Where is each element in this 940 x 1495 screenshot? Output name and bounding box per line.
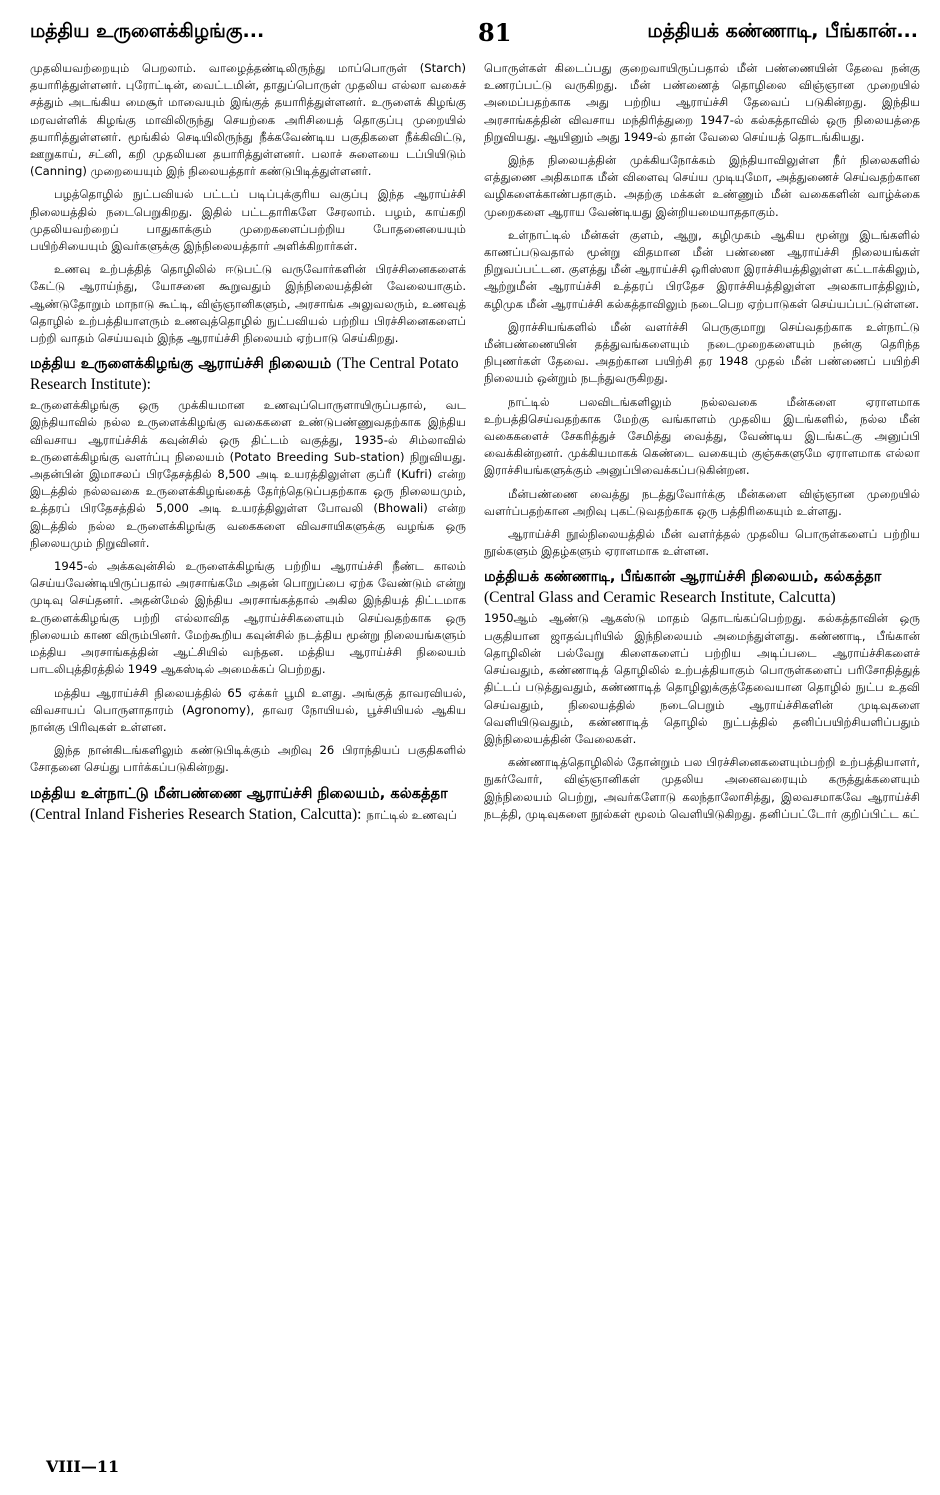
signature-mark: VIII—11 [46, 1457, 120, 1476]
heading-english: (Central Inland Fisheries Research Station, Calcutta): [30, 805, 362, 823]
heading-tamil: மத்திய உள்நாட்டு மீன்பண்ணை ஆராய்ச்சி நிலையம், கல்கத்தா [30, 784, 448, 802]
paragraph: உள்நாட்டில் மீன்கள் குளம், ஆறு, கழிமுகம் ஆகிய மூன்று இடங்களில் காணப்படுவதால் மூன்று விதமான மீன் பண்ணை ஆராய்ச்சி நிலையங்கள் நிறுவப்பட்டன. குளத்து மீன் ஆராய்ச்சி ஒரிஸ்ஸா இராச்சியத்திலுள்ள கட்டாக்கிலும், ஆற்றுமீன் ஆராய்ச்சி உத்தரப் பிரதேச இராச்சியத்திலுள்ள அலகாபாத்திலும், கழிமுக மீன் ஆராய்ச்சி கல்கத்தாவிலும் நடைபெற ஏற்பாடுகள் செய்யப்பட்டுள்ளன. [484, 227, 920, 311]
paragraph: பொருள்கள் கிடைப்பது குறைவாயிருப்பதால் மீன் பண்ணையின் தேவை நன்கு உணரப்பட்டு வருகிறது. மீன் பண்ணைத் தொழிலை விஞ்ஞான முறையில் அமைப்பதற்காக அது பற்றிய ஆராய்ச்சி தேவைப் படுகின்றது. இந்திய அரசாங்கத்தின் விவசாய மந்திரித்துறை 1947-ல் கல்கத்தாவில் ஒரு நிலையத்தை நிறுவியது. ஆயினும் அது 1949-ல் தான் வேலை செய்யத் தொடங்கியது. [484, 61, 920, 144]
paragraph: உணவு உற்பத்தித் தொழிலில் ஈடுபட்டு வருவோர்களின் பிரச்சினைகளைக் கேட்டு ஆராய்ந்து, யோசனை கூறுவதும் இந்நிலையத்தின் வேலையாகும். ஆண்டுதோறும் மாநாடு கூட்டி, விஞ்ஞானிகளும், அரசாங்க அலுவலரும், உணவுத் தொழில் உற்பத்தியாளரும் உணவுத்தொழில் நுட்பவியல் பற்றிய பிரச்சினைகளைப் பற்றி வாதம் செய்யவும் இந்த ஆராய்ச்சி நிலையம் ஏற்பாடு செய்கிறது. [30, 262, 466, 346]
section-heading [30, 783, 466, 826]
paragraph: மத்திய ஆராய்ச்சி நிலையத்தில் 65 ஏக்கர் பூமி உளது. அங்குத் தாவரவியல், விவசாயப் பொருளாதாரம் (Agronomy), தாவர நோயியல், பூச்சியியல் ஆகிய நான்கு பிரிவுகள் உள்ளன. [30, 685, 466, 734]
header-left-title: மத்திய உருளைக்கிழங்கு... [30, 20, 265, 42]
left-column [30, 60, 466, 1445]
paragraph: முதலியவற்றையும் பெறலாம். வாழைத்தண்டிலிருந்து மாப்பொருள் (Starch) தயாரித்துள்ளனர். புரோட்டின், வைட்டமின், தாதுப்பொருள் முதலிய எல்லா வகைச் சத்தும் அடங்கிய மைசூர் மாவையும் இங்குத் தயாரித்துள்ளனர். உருளைக் கிழங்கு மரவள்ளிக் கிழங்கு மாவிலிருந்து செயற்கை அரிசியைத் தொகுப்பு முறையில் தயாரித்துள்ளனர். மூங்கில் செடியிலிருந்து நீக்கவேண்டிய பகுதிகளை நீக்கிவிட்டு, ஊறுகாய், சட்னி, கறி முதலியன தயாரித்துள்ளனர். பலாச் சுளையை டப்பியிடும் (Canning) முறையையும் இந் நிலையத்தார் கண்டுபிடித்துள்ளனர். [30, 61, 466, 179]
paragraph: உருளைக்கிழங்கு ஒரு முக்கியமான உணவுப்பொருளாயிருப்பதால், வட இந்தியாவில் நல்ல உருளைக்கிழங்கு வகைகளை உண்டுபண்ணுவதற்காக இந்திய விவசாய ஆராய்ச்சிக் கவுன்சில் ஒரு திட்டம் வகுத்து, 1935-ல் சிம்லாவில் உருளைக்கிழங்கு வளர்ப்பு நிலையம் (Potato Breeding Sub-station) நிறுவியது. அதன்பின் இமாசலப் பிரதேசத்தில் 8,500 அடி உயரத்திலுள்ள குப்ரீ (Kufri) என்ற இடத்தில் நல்லவகை உருளைக்கிழங்கைத் தேர்ந்தெடுப்பதற்காக ஒரு நிலையமும், உத்தரப் பிரதேசத்தில் 5,000 அடி உயரத்திலுள்ள போவலி (Bhowali) என்ற இடத்தில் நல்ல உருளைக்கிழங்கு வகைகளை விவசாயிகளுக்கு வழங்க ஒரு நிலையமும் நிறுவினர். [30, 398, 466, 550]
heading-tamil: மத்தியக் கண்ணாடி, பீங்கான் ஆராய்ச்சி நிலையம், கல்கத்தா [484, 568, 882, 586]
paragraph: இந்த நான்கிடங்களிலும் கண்டுபிடிக்கும் அறிவு 26 பிராந்தியப் பகுதிகளில் சோதனை செய்து பார்க்கப்படுகின்றது. [30, 743, 466, 775]
heading-english: (Central Glass and Ceramic Research Institute, Calcutta) [484, 589, 836, 607]
heading-english: (The Central Potato Research Institute): [30, 355, 459, 394]
paragraph: நாட்டில் பலவிடங்களிலும் நல்லவகை மீன்களை ஏராளமாக உற்பத்திசெய்வதற்காக மேற்கு வங்காளம் முதலிய இடங்களில், நல்ல மீன் வகைகளைச் சேகரித்துச் சேமித்து வைத்து, வேண்டிய இடங்கட்கு அனுப்பி வைக்கின்றனர். முக்கியமாகக் கெண்டை வகையும் குஞ்சுகளுமே ஏராளமாக எல்லா இராச்சியங்களுக்கும் அனுப்பிவைக்கப்படுகின்றன. [484, 394, 920, 478]
paragraph: 1950ஆம் ஆண்டு ஆகஸ்டு மாதம் தொடங்கப்பெற்றது. கல்கத்தாவின் ஒரு பகுதியான ஜாதவ்புரியில் இந்நிலையம் அமைந்துள்ளது. கண்ணாடி, பீங்கான் தொழிலின் பல்வேறு கிளைகளைப் பற்றிய அடிப்படை ஆராய்ச்சிகளைச் செய்வதும், கண்ணாடித் தொழிலில் உற்பத்தியாகும் பொருள்களைப் பரிசோதித்துத் திட்டப் படுத்துவதும், கண்ணாடித் தொழிலுக்குத்தேவையான தொழில் நுட்ப உதவி செய்வதும், நிலையத்தில் நடைபெறும் ஆராய்ச்சிகளின் முடிவுகளை வெளியிடுவதும், கண்ணாடித் தொழில் நுட்பத்தில் தனிப்பயிற்சியளிப்பதும் இந்நிலையத்தின் வேலைகள். [484, 611, 920, 746]
header-right-title: மத்தியக் கண்ணாடி, பீங்கான்... [647, 20, 918, 42]
right-column [484, 60, 920, 1480]
heading-tail: நாட்டில் உணவுப் [366, 807, 457, 822]
paragraph: 1945-ல் அக்கவுன்சில் உருளைக்கிழங்கு பற்றிய ஆராய்ச்சி நீண்ட காலம் செய்யவேண்டியிருப்பதால் அரசாங்கமே அதன் பொறுப்பை ஏற்க வேண்டும் என்று முடிவு செய்தனர். அதன்மேல் இந்திய அரசாங்கத்தால் அகில இந்தியத் திட்டமாக உருளைக்கிழங்கு பற்றி எல்லாவித ஆராய்ச்சிகளையும் செய்வதற்காக ஒரு நிலையம் காண விரும்பினர். மேற்கூறிய கவுன்சில் நடத்திய மூன்று நிலையங்களும் மத்திய அரசாங்கத்தின் ஆட்சியில் வந்தன. மத்திய ஆராய்ச்சி நிலையம் பாடலிபுத்திரத்தில் 1949 ஆகஸ்டில் அமைக்கப் பெற்றது. [30, 559, 466, 677]
heading-tamil: மத்திய உருளைக்கிழங்கு ஆராய்ச்சி நிலையம் [30, 355, 332, 373]
section-heading [484, 566, 920, 608]
page-number: 81 [478, 18, 512, 47]
running-header [30, 8, 918, 48]
paragraph: ஆராய்ச்சி நூல்நிலையத்தில் மீன் வளர்த்தல் முதலிய பொருள்களைப் பற்றிய நூல்களும் இதழ்களும் ஏராளமாக உள்ளன. [484, 527, 920, 559]
paragraph: இந்த நிலையத்தின் முக்கியநோக்கம் இந்தியாவிலுள்ள நீர் நிலைகளில் எத்துணை அதிகமாக மீன் விளைவு செய்ய முடியுமோ, அத்துணைச் செய்வதற்கான வழிகளைக்காண்பதாகும். அதற்கு மக்கள் உண்ணும் மீன் வகைகளின் வாழ்க்கை முறைகளை ஆராய வேண்டியது இன்றியமையாததாகும். [484, 153, 920, 219]
section-heading [30, 353, 466, 395]
paragraph: பழத்தொழில் நுட்பவியல் பட்டப் படிப்புக்குரிய வகுப்பு இந்த ஆராய்ச்சி நிலையத்தில் நடைபெறுகிறது. இதில் பட்டதாரிகளே சேரலாம். பழம், காய்கறி முதலியவற்றைப் பாதுகாக்கும் முறைகளைப்பற்றிய போதனையையும் பயிற்சியையும் இவர்களுக்கு இந்நிலையத்தார் அளிக்கிறார்கள். [30, 187, 466, 254]
paragraph: இராச்சியங்களில் மீன் வளர்ச்சி பெருகுமாறு செய்வதற்காக உள்நாட்டு மீன்பண்ணையின் தத்துவங்களையும் நடைமுறைகளையும் நன்கு தெரிந்த நிபுணர்கள் தேவை. அதற்கான பயிற்சி தர 1948 முதல் மீன் பண்ணைப் பயிற்சி நிலையம் ஒன்றும் நடந்துவருகிறது. [484, 319, 920, 386]
paragraph: மீன்பண்ணை வைத்து நடத்துவோர்க்கு மீன்களை விஞ்ஞான முறையில் வளர்ப்பதற்கான அறிவு புகட்டுவதற்காக ஒரு பத்திரிகையும் உள்ளது. [484, 486, 920, 518]
paragraph: கண்ணாடித்தொழிலில் தோன்றும் பல பிரச்சினைகளையும்பற்றி உற்பத்தியாளர், நுகர்வோர், விஞ்ஞானிகள் முதலிய அனைவரையும் கருத்துக்களையும் இந்நிலையம் பெற்று, அவர்களோடு கலந்தாலோசித்து, இலவசமாகவே ஆராய்ச்சி நடத்தி, முடிவுகளை நூல்கள் மூலம் வெளியிடுகிறது. தனிப்பட்டோர் குறிப்பிட்ட கட் [484, 755, 920, 821]
